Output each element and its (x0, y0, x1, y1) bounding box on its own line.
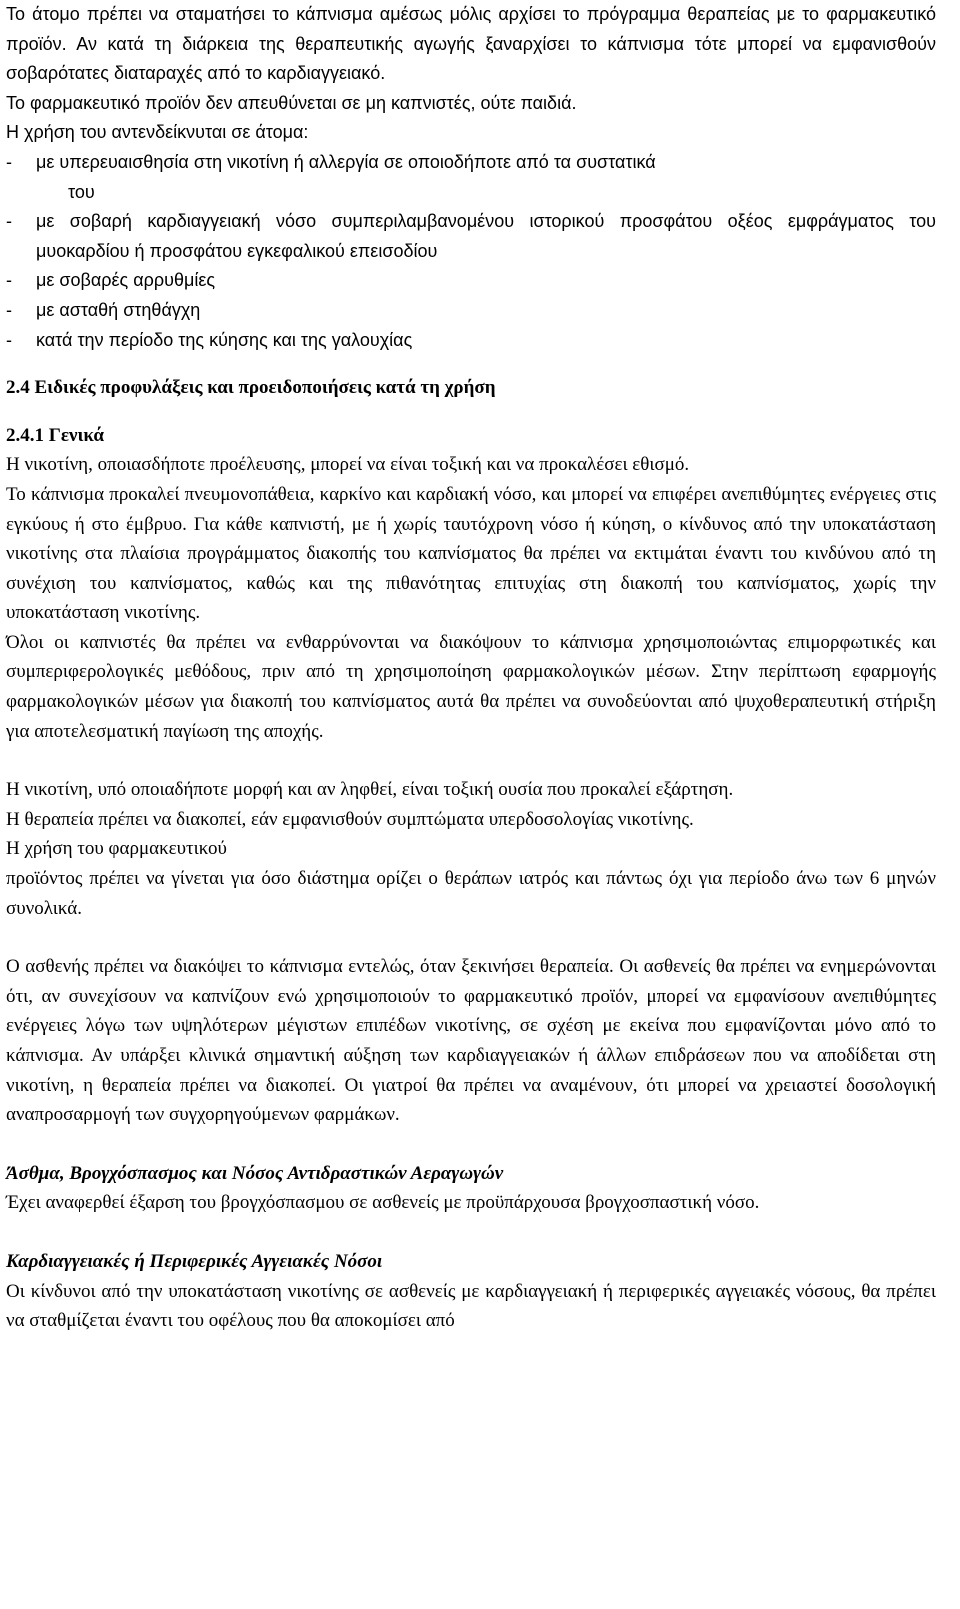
cardio-heading: Καρδιαγγειακές ή Περιφερικές Αγγειακές Νόσοι (6, 1250, 383, 1272)
list-item-text: με ασταθή στηθάγχη (36, 299, 201, 320)
non-smokers-note: Το φαρμακευτικό προϊόν δεν απευθύνεται σε μη καπνιστές, ούτε παιδιά. (6, 92, 577, 113)
spacer (6, 355, 936, 373)
contraindications-list (6, 148, 936, 355)
spacer (6, 746, 936, 775)
list-item (6, 148, 936, 207)
list-item-text: με σοβαρές αρρυθμίες (36, 270, 216, 291)
general-paragraph-2b: Η θεραπεία πρέπει να διακοπεί, εάν εμφανισθούν συμπτώματα υπερδοσολογίας νικοτίνης. (6, 808, 694, 830)
contraindications-intro: Η χρήση του αντενδείκνυται σε άτομα: (6, 122, 309, 143)
list-dash: - (6, 329, 12, 350)
list-item-text: με σοβαρή καρδιαγγειακή νόσο συμπεριλαμβανομένου ιστορικού προσφάτου οξέος εμφράγματος του μυοκαρδίου ή προσφάτου εγκεφαλικού επεισοδίου (36, 211, 936, 261)
list-item (6, 296, 936, 326)
intro-block (6, 0, 936, 355)
list-dash: - (6, 151, 12, 172)
general-paragraph-2d: προϊόντος πρέπει να γίνεται για όσο διάστημα ορίζει ο θεράπων ιατρός και πάντως όχι για περίοδο άνω των 6 μηνών συνολικά. (6, 868, 936, 919)
list-item (6, 207, 936, 266)
list-item (6, 266, 936, 296)
list-item (6, 326, 936, 356)
general-paragraph-1a: Η νικοτίνη, οποιασδήποτε προέλευσης, μπορεί να είναι τοξική και να προκαλέσει εθισμό. (6, 454, 690, 476)
asthma-heading: Άσθμα, Βρογχόσπασμος και Νόσος Αντιδραστικών Αεραγωγών (6, 1162, 504, 1184)
cardio-paragraph: Οι κίνδυνοι από την υποκατάσταση νικοτίνης σε ασθενείς με καρδιαγγειακή ή περιφερικές αγγειακές νόσους, θα πρέπει να σταθμίζεται έναντι του οφέλους που θα αποκομίσει από (6, 1280, 936, 1332)
spacer (6, 1218, 936, 1247)
list-dash: - (6, 299, 12, 320)
list-item-text-main: με υπερευαισθησία στη νικοτίνη ή αλλεργία σε οποιοδήποτε από τα συστατικά (36, 151, 656, 172)
general-paragraph-1b: Το κάπνισμα προκαλεί πνευμονοπάθεια, καρκίνο και καρδιακή νόσο, και μπορεί να επιφέρει ανεπιθύμητες ενέργειες στις εγκύους ή στο έμβρυο. Για κάθε καπνιστή, με ή χωρίς ταυτόχρονη νόσο ή κύηση, ο κίνδυνος από την υποκατάσταση νικοτίνης στα πλαίσια προγράμματος διακοπής του καπνίσματος θα πρέπει να εκτιμάται έναντι του κινδύνου από τη συνέχιση του καπνίσματος, καθώς και της πιθανότητας επιτυχίας στη διακοπή του καπνίσματος, χωρίς την υποκατάσταση νικοτίνης. (6, 483, 936, 624)
section-heading-2-4: 2.4 Ειδικές προφυλάξεις και προειδοποιήσεις κατά τη χρήση (6, 377, 496, 399)
general-paragraph-1c: Όλοι οι καπνιστές θα πρέπει να ενθαρρύνονται να διακόψουν το κάπνισμα χρησιμοποιώντας επιμορφωτικές και συμπεριφερολογικές μεθόδους, πριν από τη χρησιμοποίηση φαρμακολογικών μέσων. Στην περίπτωση εφαρμογής φαρμακολογικών μέσων για διακοπή του καπνίσματος αυτά θα πρέπει να συνοδεύονται από ψυχοθεραπευτική στήριξη για αποτελεσματική παγίωση της αποχής. (6, 631, 936, 742)
spacer (6, 1130, 936, 1159)
list-item-text (36, 152, 936, 207)
general-paragraph-2a: Η νικοτίνη, υπό οποιαδήποτε μορφή και αν ληφθεί, είναι τοξική ουσία που προκαλεί εξάρτηση. (6, 779, 734, 801)
asthma-paragraph: Έχει αναφερθεί έξαρση του βρογχόσπασμου σε ασθενείς με προϋπάρχουσα βρογχοσπαστική νόσο. (6, 1192, 760, 1214)
spacer (6, 403, 936, 421)
spacer (6, 923, 936, 952)
intro-paragraph: Το άτομο πρέπει να σταματήσει το κάπνισμα αμέσως μόλις αρχίσει το πρόγραμμα θεραπείας με το φαρμακευτικό προϊόν. Αν κατά τη διάρκεια της θεραπευτικής αγωγής ξαναρχίσει το κάπνισμα τότε μπορεί να εμφανισθούν σοβαρότατες διαταραχές από το καρδιαγγειακό. (6, 4, 936, 84)
list-item-text-wrap: του (68, 181, 95, 202)
general-paragraph-2c: Η χρήση του φαρμακευτικού (6, 838, 227, 860)
general-paragraph-3: Ο ασθενής πρέπει να διακόψει το κάπνισμα εντελώς, όταν ξεκινήσει θεραπεία. Οι ασθενείς θα πρέπει να ενημερώνονται ότι, αν συνεχίσουν να καπνίζουν ενώ χρησιμοποιούν το φαρμακευτικό προϊόν, μπορεί να εμφανίσουν ανεπιθύμητες ενέργειες λόγω των υψηλότερων μέγιστων επιπέδων νικοτίνης, σε σχέση με εκείνα που εμφανίζονται μόνο από το κάπνισμα. Αν υπάρξει κλινικά σημαντική αύξηση των καρδιαγγειακών ή άλλων επιδράσεων που να αποδίδεται στη νικοτίνη, η θεραπεία πρέπει να διακοπεί. Οι γιατροί θα πρέπει να αναμένουν, ότι μπορεί να χρειαστεί δοσολογική αναπροσαρμογή των συγχορηγούμενων φαρμάκων. (6, 956, 936, 1126)
section-heading-2-4-1: 2.4.1 Γενικά (6, 424, 104, 446)
list-item-text: κατά την περίοδο της κύησης και της γαλουχίας (36, 329, 413, 350)
list-dash: - (6, 270, 12, 291)
list-dash: - (6, 211, 12, 232)
